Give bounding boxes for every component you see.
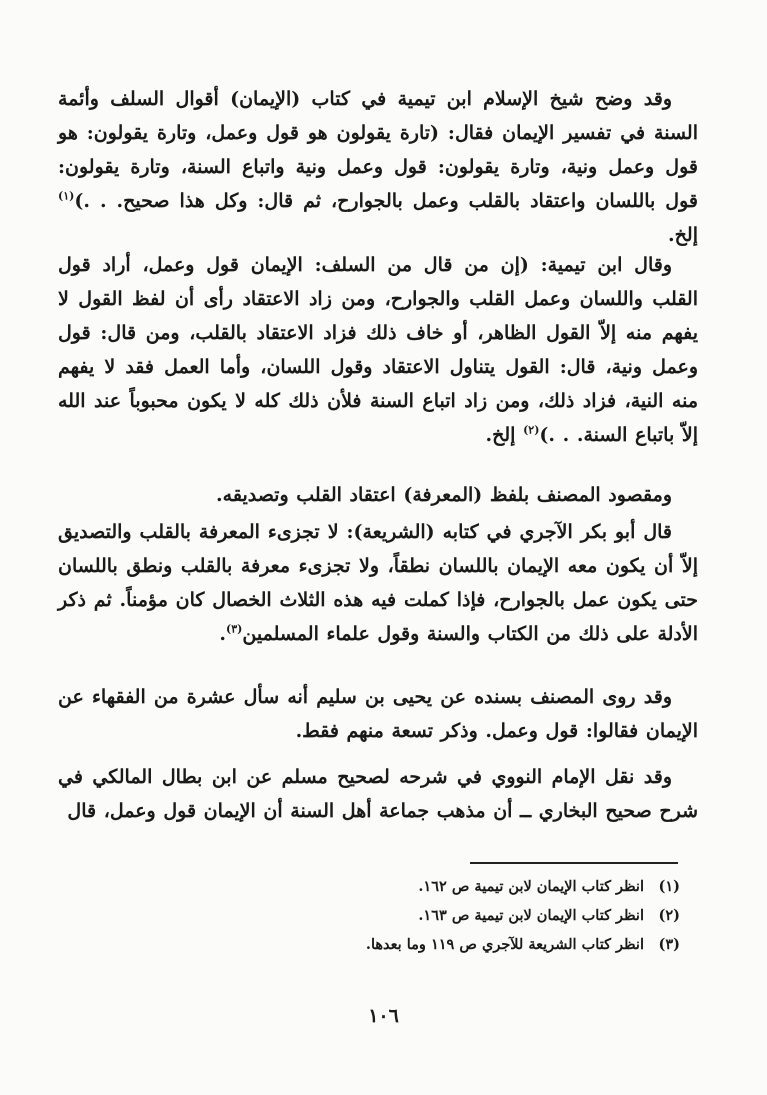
footnote-text: انظر كتاب الإيمان لابن تيمية ص ١٦٢.	[418, 878, 644, 895]
paragraph-text: وقال ابن تيمية: (إن من قال من السلف: الإيمان قول وعمل، أراد قول القلب واللسان وعمل القلب والجوارح، ومن زاد الاعتقاد رأى أن لفظ القول لا يفهم منه إلاّ القول الظاهر، أو خاف ذلك فزاد الاعتقاد بالقلب، ومن قال: قول وعمل ونية، قال: القول يتناول الاعتقاد وقول اللسان، وأما العمل فقد لا يفهم منه النية، فزاد ذلك، ومن زاد اتباع السنة فلأن ذلك كله لا يكون محبوباً عند الله إلاّ باتباع السنة. . .)	[58, 254, 698, 446]
paragraph-1	[58, 82, 698, 252]
footnote-number: (٢)	[658, 907, 680, 924]
footnote-ref: (٣)	[226, 622, 243, 636]
paragraph-tail: إلخ.	[485, 424, 524, 446]
paragraph-5	[58, 680, 698, 748]
footnote-text: انظر كتاب الإيمان لابن تيمية ص ١٦٣.	[418, 907, 644, 924]
footnote-text: انظر كتاب الشريعة للآجري ص ١١٩ وما بعدها.	[365, 936, 644, 953]
footnote-ref: (٢)	[523, 423, 540, 437]
paragraph-tail: إلخ.	[668, 224, 698, 246]
footnote-divider	[470, 862, 678, 864]
footnote-3	[200, 930, 680, 959]
paragraph-6	[58, 760, 698, 828]
paragraph-text: قال أبو بكر الآجري في كتابه (الشريعة): لا تجزىء المعرفة بالقلب والتصديق إلاّ أن يكون معه الإيمان باللسان نطقاً، ولا تجزىء معرفة بالقلب ونطق باللسان حتى يكون عمل بالجوارح، فإذا كملت فيه هذه الثلاث الخصال كان مؤمناً. ثم ذكر الأدلة على ذلك من الكتاب والسنة وقول علماء المسلمين	[58, 521, 698, 645]
paragraph-4	[58, 515, 698, 651]
paragraph-text: وقد روى المصنف بسنده عن يحيى بن سليم أنه سأل عشرة من الفقهاء عن الإيمان فقالوا: قول وعمل. وذكر تسعة منهم فقط.	[58, 686, 698, 742]
footnote-ref: (١)	[58, 189, 75, 203]
footnote-number: (٣)	[658, 936, 680, 953]
page-number: ١٠٦	[368, 1005, 399, 1027]
footnote-1	[200, 872, 680, 901]
paragraph-text: ومقصود المصنف بلفظ (المعرفة) اعتقاد القلب وتصديقه.	[216, 484, 672, 506]
paragraph-2	[58, 248, 698, 452]
paragraph-text: وقد نقل الإمام النووي في شرحه لصحيح مسلم عن ابن بطال المالكي في شرح صحيح البخاري ــ أن مذهب جماعة أهل السنة أن الإيمان قول وعمل، قال	[58, 766, 698, 822]
paragraph-text: وقد وضح شيخ الإسلام ابن تيمية في كتاب (الإيمان) أقوال السلف وأئمة السنة في تفسير الإيمان فقال: (تارة يقولون هو قول وعمل، وتارة يقولون: هو قول وعمل ونية، وتارة يقولون: قول وعمل ونية واتباع السنة، وتارة يقولون: قول باللسان واعتقاد بالقلب وعمل بالجوارح، ثم قال: وكل هذا صحيح. . .)	[58, 88, 698, 212]
paragraph-tail: .	[219, 623, 227, 645]
paragraph-3	[58, 478, 698, 512]
footnote-2	[200, 901, 680, 930]
footnotes	[200, 872, 680, 959]
footnote-number: (١)	[658, 878, 680, 895]
